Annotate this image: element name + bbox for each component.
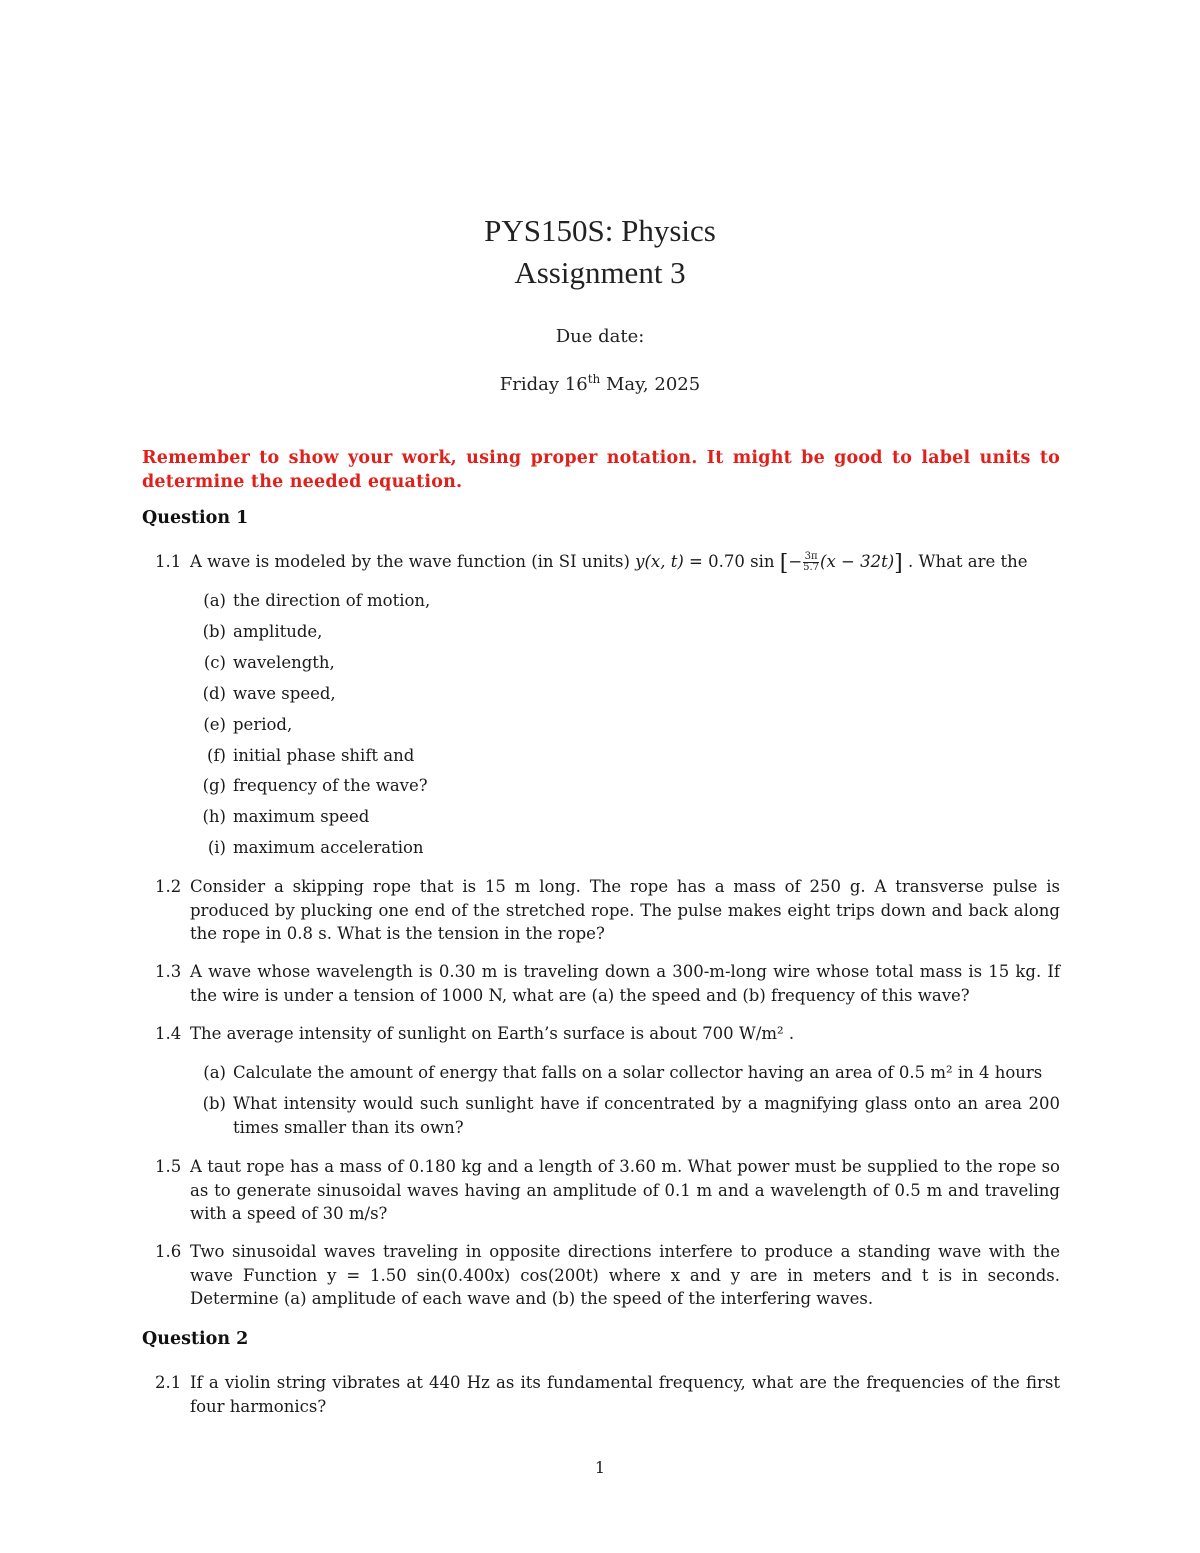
subitem-label: (a) xyxy=(203,591,226,610)
due-day-suffix: th xyxy=(587,372,601,386)
subitem xyxy=(196,682,1060,706)
item-text-pre: A wave is modeled by the wave function (in SI units) xyxy=(190,552,636,571)
subitem-text: wave speed, xyxy=(233,684,336,703)
subitem xyxy=(196,744,1060,768)
item-number: 1.4 xyxy=(155,1024,182,1043)
item-text: If a violin string vibrates at 440 Hz as its fundamental frequency, what are the frequencies of the first four harmonics? xyxy=(190,1373,1060,1416)
subitem-label: (h) xyxy=(202,807,226,826)
due-date xyxy=(0,372,1200,395)
subitem-text: amplitude, xyxy=(233,622,323,641)
due-month-year: May, 2025 xyxy=(600,374,701,395)
eq-fraction xyxy=(803,552,819,573)
subitem-label: (i) xyxy=(207,838,226,857)
question-2-1 xyxy=(155,1371,1060,1418)
question-1-3 xyxy=(155,960,1060,1007)
subitem-text: the direction of motion, xyxy=(233,591,431,610)
question-1-heading: Question 1 xyxy=(142,508,249,528)
item-number: 2.1 xyxy=(155,1373,182,1392)
item-number: 1.5 xyxy=(155,1157,182,1176)
item-number: 1.6 xyxy=(155,1242,182,1261)
due-label: Due date: xyxy=(555,326,645,347)
subitem xyxy=(196,1092,1060,1139)
reminder-note: Remember to show your work, using proper notation. It might be good to label units to determine the needed equation. xyxy=(142,448,1060,492)
subitem xyxy=(196,836,1060,860)
item-number: 1.3 xyxy=(155,962,182,981)
subitem-text: frequency of the wave? xyxy=(233,776,428,795)
course-title: PYS150S: Physics xyxy=(484,213,716,248)
subitem-label: (b) xyxy=(202,622,226,641)
eq-tail: (x − 32t) xyxy=(820,552,895,571)
item-text: Consider a skipping rope that is 15 m long. The rope has a mass of 250 g. A transverse pulse is produced by plucking one end of the stretched rope. The pulse makes eight trips down and back along the rope in 0.8 s. What is the tension in the rope? xyxy=(190,877,1060,943)
subitem-label: (c) xyxy=(203,653,226,672)
subitem-label: (d) xyxy=(202,684,226,703)
subitem xyxy=(196,620,1060,644)
subitem-label: (a) xyxy=(203,1063,226,1082)
fraction-numerator: 3π xyxy=(804,551,818,562)
subitem-label: (b) xyxy=(202,1094,226,1113)
item-text: The average intensity of sunlight on Earth’s surface is about 700 W/m² . xyxy=(190,1024,795,1043)
subitem-text: initial phase shift and xyxy=(233,746,415,765)
item-number: 1.1 xyxy=(155,552,182,571)
item-number: 1.2 xyxy=(155,877,182,896)
subitem-text: maximum speed xyxy=(233,807,370,826)
eq-lhs: y(x, t) xyxy=(635,552,684,571)
question-1-2 xyxy=(155,875,1060,946)
item-text-post: . What are the xyxy=(902,552,1028,571)
subitem-text: period, xyxy=(233,715,293,734)
subitem-label: (f) xyxy=(207,746,226,765)
question-1-5 xyxy=(155,1155,1060,1226)
subitem xyxy=(196,1061,1060,1085)
subitem-label: (e) xyxy=(203,715,226,734)
subitem xyxy=(196,589,1060,613)
question-1-1 xyxy=(155,550,1060,576)
item-text: Two sinusoidal waves traveling in opposite directions interfere to produce a standing wave with the wave Function y = 1.50 sin(0.400x) cos(200t) where x and y are in meters and t is in seconds. Determine (a) amplitude of each wave and (b) the speed of the interfering waves. xyxy=(190,1242,1060,1308)
question-2-heading: Question 2 xyxy=(142,1329,249,1349)
due-day: Friday 16 xyxy=(499,374,588,395)
eq-mid: = 0.70 sin xyxy=(683,552,780,571)
question-1-6 xyxy=(155,1240,1060,1311)
subitem-text: What intensity would such sunlight have if concentrated by a magnifying glass onto an area 200 times smaller than its own? xyxy=(233,1094,1060,1137)
assignment-title: Assignment 3 xyxy=(514,255,686,290)
subitem-label: (g) xyxy=(202,776,226,795)
fraction-denominator: 5.7 xyxy=(803,562,820,573)
page-number: 1 xyxy=(594,1458,606,1477)
subitem xyxy=(196,713,1060,737)
subitem-text: Calculate the amount of energy that falls on a solar collector having an area of 0.5 m² in 4 hours xyxy=(233,1063,1043,1082)
item-text: A wave is modeled by the wave function (in SI units) y(x, t) = 0.70 sin [− $\frac{3\pi}{5.7}$ (x − 32t)] . What are the xyxy=(190,551,1028,576)
subitem-text: wavelength, xyxy=(233,653,335,672)
subitem xyxy=(196,774,1060,798)
subitem xyxy=(196,651,1060,675)
item-text: A taut rope has a mass of 0.180 kg and a length of 3.60 m. What power must be supplied to the rope so as to generate sinusoidal waves having an amplitude of 0.1 m and a wavelength of 0.5 m and traveling with a speed of 30 m/s? xyxy=(190,1157,1060,1223)
subitem-text: maximum acceleration xyxy=(233,838,424,857)
item-text: A wave whose wavelength is 0.30 m is traveling down a 300-m-long wire whose total mass is 15 kg. If the wire is under a tension of 1000 N, what are (a) the speed and (b) frequency of this wave? xyxy=(190,962,1060,1005)
subitem xyxy=(196,805,1060,829)
question-1-4 xyxy=(155,1022,1060,1046)
